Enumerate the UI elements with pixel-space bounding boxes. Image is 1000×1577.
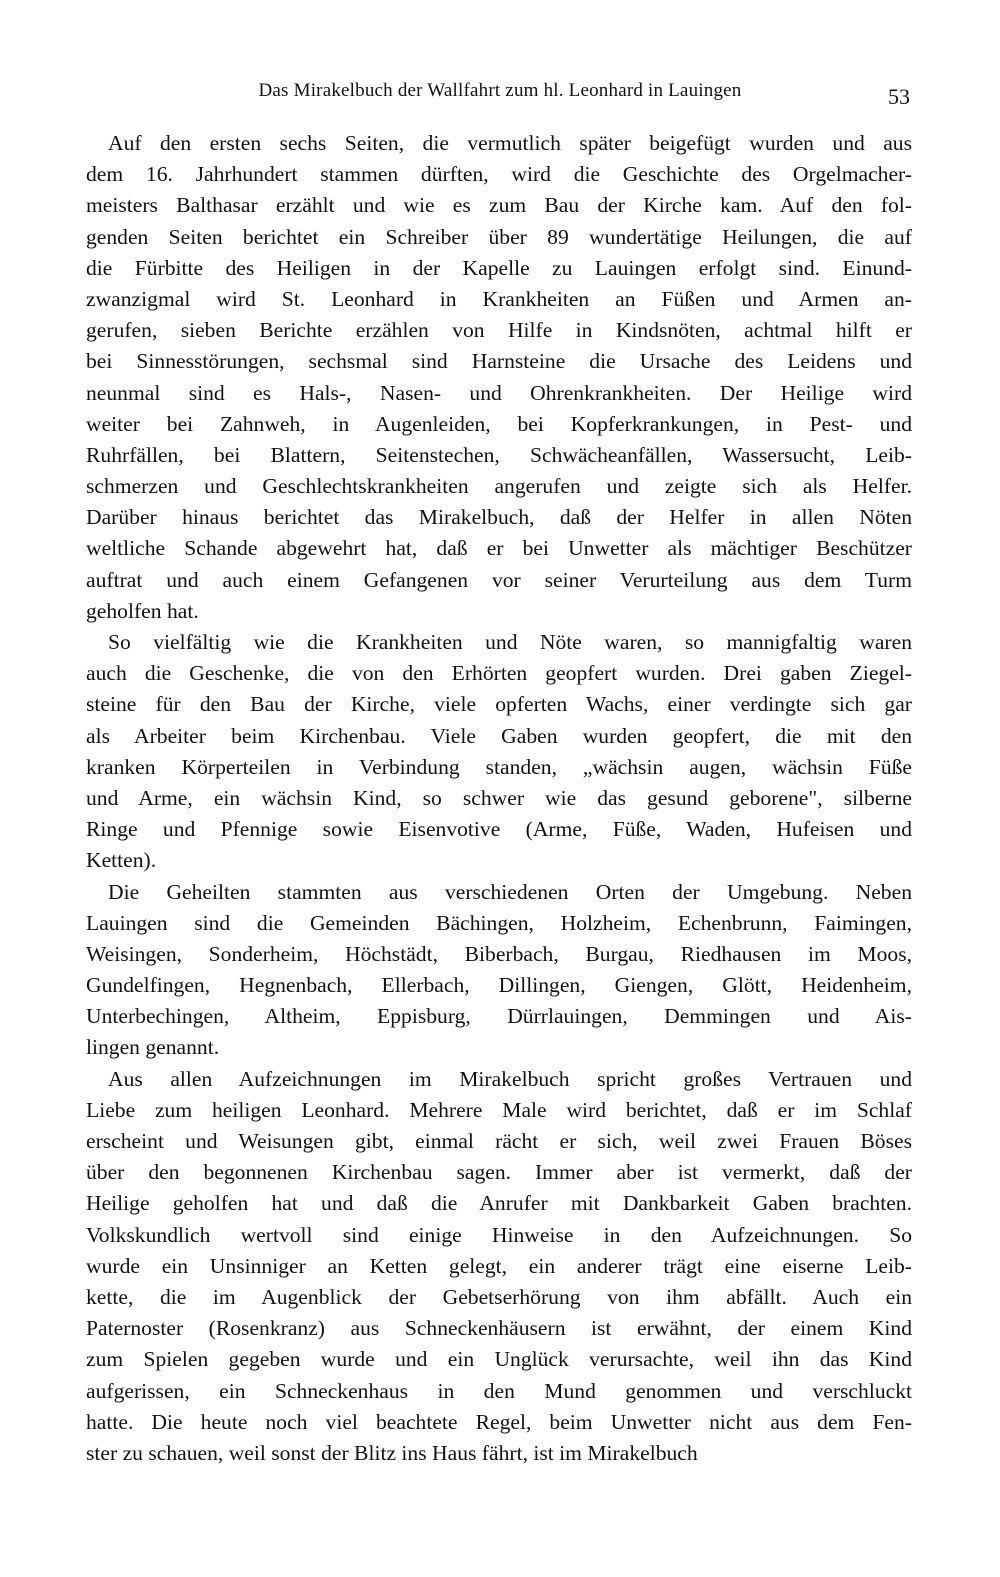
text-line: Darüber hinaus berichtet das Mirakelbuch, daß der Helfer in allen Nöten (86, 505, 912, 530)
paragraph-4 (86, 1064, 912, 1469)
body-text (86, 128, 912, 1469)
text-line: die Fürbitte des Heiligen in der Kapelle zu Lauingen erfolgt sind. Einund- (86, 255, 912, 280)
text-line: als Arbeiter beim Kirchenbau. Viele Gaben wurden geopfert, die mit den (86, 723, 912, 748)
paragraph-2 (86, 627, 912, 877)
text-line: weiter bei Zahnweh, in Augenleiden, bei Kopferkrankungen, in Pest- und (86, 411, 912, 436)
text-line: Die Geheilten stammten aus verschiedenen Orten der Umgebung. Neben (108, 879, 912, 904)
text-line: weltliche Schande abgewehrt hat, daß er bei Unwetter als mächtiger Beschützer (86, 536, 912, 561)
text-line: So vielfältig wie die Krankheiten und Nöte waren, so mannigfaltig waren (108, 630, 912, 654)
text-line: genden Seiten berichtet ein Schreiber über 89 wundertätige Heilungen, die auf (86, 224, 912, 249)
text-line: Ketten). (86, 848, 157, 873)
page-number: 53 (888, 84, 910, 109)
text-line: auch die Geschenke, die von den Erhörten geopfert wurden. Drei gaben Ziegel- (86, 661, 912, 686)
text-line: dem 16. Jahrhundert stammen dürften, wird die Geschichte des Orgelmacher- (86, 162, 912, 187)
text-line: Ruhrfällen, bei Blattern, Seitenstechen, Schwächeanfällen, Wassersucht, Leib- (86, 442, 912, 467)
text-line: zwanzigmal wird St. Leonhard in Krankheiten an Füßen und Armen an- (86, 286, 912, 311)
text-line: meisters Balthasar erzählt und wie es zum Bau der Kirche kam. Auf den fol- (86, 193, 912, 218)
text-line: Paternoster (Rosenkranz) aus Schneckenhäusern ist erwähnt, der einem Kind (86, 1316, 912, 1341)
paragraph-3 (86, 877, 912, 1064)
text-line: kranken Körperteilen in Verbindung standen, „wächsin augen, wächsin Füße (86, 754, 912, 779)
text-line: zum Spielen gegeben wurde und ein Unglück verursachte, weil ihn das Kind (86, 1347, 912, 1372)
text-line: Unterbechingen, Altheim, Eppisburg, Dürrlauingen, Demmingen und Ais- (86, 1004, 912, 1029)
text-line: Weisingen, Sonderheim, Höchstädt, Biberbach, Burgau, Riedhausen im Moos, (86, 941, 912, 966)
text-line: hatte. Die heute noch viel beachtete Regel, beim Unwetter nicht aus dem Fen- (86, 1409, 912, 1434)
text-line: Auf den ersten sechs Seiten, die vermutlich später beigefügt wurden und aus (108, 131, 912, 155)
text-line: über den begonnenen Kirchenbau sagen. Immer aber ist vermerkt, daß der (86, 1160, 912, 1185)
text-line: kette, die im Augenblick der Gebetserhörung von ihm abfällt. Auch ein (86, 1284, 912, 1309)
text-line: aufgerissen, ein Schneckenhaus in den Mund genommen und verschluckt (86, 1378, 912, 1403)
paragraph-1 (86, 128, 912, 627)
text-line: geholfen hat. (86, 598, 199, 623)
text-line: Aus allen Aufzeichnungen im Mirakelbuch spricht großes Vertrauen und (108, 1066, 912, 1091)
text-line: Volkskundlich wertvoll sind einige Hinweise in den Aufzeichnungen. So (86, 1222, 912, 1247)
text-line: Gundelfingen, Hegnenbach, Ellerbach, Dillingen, Giengen, Glött, Heidenheim, (86, 973, 912, 998)
text-line: Lauingen sind die Gemeinden Bächingen, Holzheim, Echenbrunn, Faimingen, (86, 910, 912, 935)
text-line: bei Sinnesstörungen, sechsmal sind Harnsteine die Ursache des Leidens und (86, 349, 912, 374)
text-line: Ringe und Pfennige sowie Eisenvotive (Arme, Füße, Waden, Hufeisen und (86, 817, 912, 842)
text-line: Liebe zum heiligen Leonhard. Mehrere Male wird berichtet, daß er im Schlaf (86, 1097, 912, 1122)
text-line: und Arme, ein wächsin Kind, so schwer wie das gesund geborene", silberne (86, 785, 912, 810)
text-line: wurde ein Unsinniger an Ketten gelegt, ein anderer trägt eine eiserne Leib- (86, 1253, 912, 1278)
running-title: Das Mirakelbuch der Wallfahrt zum hl. Leonhard in Lauingen (258, 80, 742, 101)
text-line: ster zu schauen, weil sonst der Blitz ins Haus fährt, ist im Mirakelbuch (86, 1440, 698, 1465)
text-line: auftrat und auch einem Gefangenen vor seiner Verurteilung aus dem Turm (86, 567, 912, 592)
text-line: steine für den Bau der Kirche, viele opferten Wachs, einer verdingte sich gar (86, 692, 912, 717)
text-line: Heilige geholfen hat und daß die Anrufer mit Dankbarkeit Gaben brachten. (86, 1191, 912, 1216)
text-line: schmerzen und Geschlechtskrankheiten angerufen und zeigte sich als Helfer. (86, 474, 912, 499)
running-head (90, 72, 910, 112)
text-line: gerufen, sieben Berichte erzählen von Hilfe in Kindsnöten, achtmal hilft er (86, 318, 912, 343)
text-line: erscheint und Weisungen gibt, einmal rächt er sich, weil zwei Frauen Böses (86, 1129, 912, 1153)
text-line: lingen genannt. (86, 1035, 220, 1060)
text-line: neunmal sind es Hals-, Nasen- und Ohrenkrankheiten. Der Heilige wird (86, 380, 912, 405)
